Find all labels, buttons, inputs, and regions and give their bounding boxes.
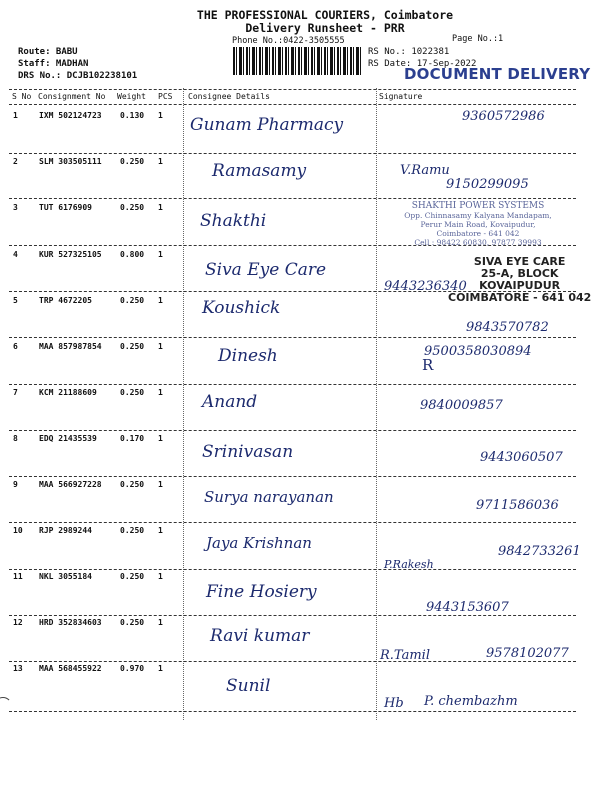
row-signature: 9711586036 (476, 498, 559, 513)
route-label: Route: BABU (18, 47, 78, 57)
drs-number: DRS No.: DCJB102238101 (18, 71, 138, 81)
rs-date: RS Date: 17-Sep-2022 (368, 59, 477, 69)
row-consignee: Gunam Pharmacy (190, 115, 344, 135)
row-consignment: HRD 352834603 (39, 618, 102, 627)
row-weight: 0.800 (120, 250, 145, 259)
row-consignee: Fine Hosiery (206, 582, 317, 602)
row-consignee: Surya narayanan (204, 488, 334, 506)
stamp-line: Opp. Chinnasamy Kalyana Mandapam, (404, 211, 552, 220)
row-sno: 9 (13, 480, 18, 489)
row-signature: 9360572986 (462, 109, 545, 124)
stamp-line: SHAKTHI POWER SYSTEMS (411, 201, 545, 211)
row-signature: 9443153607 (426, 600, 509, 615)
row-signature: 9443236340 (384, 279, 467, 294)
row-signature-name: R.Tamil (380, 648, 430, 663)
row-sno: 8 (13, 434, 18, 443)
row-weight: 0.250 (120, 203, 145, 212)
col-consignment: Consignment No (38, 92, 106, 101)
row-consignment: IXM 502124723 (39, 111, 102, 120)
col-pcs: PCS (158, 92, 173, 101)
row-sno: 5 (13, 296, 18, 305)
row-consignment: EDQ 21435539 (39, 434, 97, 443)
row-consignee: Ravi kumar (210, 626, 310, 646)
row-weight: 0.250 (120, 342, 145, 351)
page-number: Page No.:1 (452, 34, 504, 44)
row-pcs: 1 (158, 203, 163, 212)
stamp-line: COIMBATORE - 641 042 (448, 291, 592, 304)
row-divider (9, 522, 576, 523)
row-pcs: 1 (158, 388, 163, 397)
row-divider (9, 337, 576, 338)
row-divider (9, 661, 576, 662)
table-row (0, 342, 600, 388)
row-consignment: NKL 3055184 (39, 572, 92, 581)
row-sno: 7 (13, 388, 18, 397)
row-signature: 9500358030894 (424, 344, 532, 359)
row-consignment: RJP 2989244 (39, 526, 92, 535)
row-consignment: SLM 303505111 (39, 157, 102, 166)
row-consignee: Dinesh (218, 346, 278, 366)
row-pcs: 1 (158, 526, 163, 535)
row-consignee: Koushick (202, 298, 281, 318)
row-consignee: Srinivasan (202, 442, 294, 462)
stamp-line: Cell : 98422 60830, 97877 39993 (414, 238, 542, 247)
row-pcs: 1 (158, 250, 163, 259)
document-delivery-stamp: DOCUMENT DELIVERY (404, 65, 591, 83)
col-consignee: Consignee Details (188, 92, 270, 101)
header-rule-bottom (9, 104, 576, 105)
row-sno: 12 (13, 618, 23, 627)
row-divider (9, 384, 576, 385)
barcode-image (233, 47, 361, 75)
shakthi-power-stamp (378, 202, 578, 247)
row-consignee: Siva Eye Care (205, 260, 327, 280)
table-row (0, 618, 600, 664)
row-signature: P. chembazhm (424, 694, 518, 709)
row-consignee: Sunil (226, 676, 271, 696)
table-row (0, 296, 600, 342)
table-row (0, 572, 600, 618)
row-sno: 10 (13, 526, 23, 535)
row-signature-initial: R (422, 356, 434, 374)
report-title (180, 9, 470, 35)
row-weight: 0.250 (120, 296, 145, 305)
row-signature-name: V.Ramu (400, 163, 450, 178)
row-pcs: 1 (158, 572, 163, 581)
row-consignee: Anand (202, 392, 258, 412)
row-consignment: TRP 4672205 (39, 296, 92, 305)
rs-number: RS No.: 1022381 (368, 47, 450, 57)
table-row (0, 480, 600, 526)
row-divider (9, 430, 576, 431)
row-sno: 1 (13, 111, 18, 120)
col-weight: Weight (117, 92, 146, 101)
row-consignee: Shakthi (200, 211, 267, 231)
row-divider (9, 291, 576, 292)
table-row (0, 526, 600, 572)
col-sno: S No (12, 92, 32, 101)
row-pcs: 1 (158, 480, 163, 489)
row-pcs: 1 (158, 618, 163, 627)
stamp-line: Coimbatore - 641 042 (436, 229, 520, 238)
row-signature-name: P.Rakesh (384, 558, 434, 571)
row-divider (9, 245, 576, 246)
table-header (9, 92, 579, 104)
row-weight: 0.250 (120, 157, 145, 166)
row-divider (9, 153, 576, 154)
table-row (0, 157, 600, 203)
row-consignment: MAA 568455922 (39, 664, 102, 673)
row-consignment: MAA 566927228 (39, 480, 102, 489)
phone-number: Phone No.:0422-3505555 (232, 36, 345, 46)
row-signature: 9843570782 (466, 320, 549, 335)
stamp-line: KOVAIPUDUR (479, 279, 561, 292)
row-sno: 4 (13, 250, 18, 259)
row-consignee: Jaya Krishnan (206, 534, 312, 552)
table-row (0, 111, 600, 157)
row-weight: 0.250 (120, 526, 145, 535)
row-signature: 9840009857 (420, 398, 503, 413)
row-divider (9, 615, 576, 616)
title-line-1: THE PROFESSIONAL COURIERS, Coimbatore (196, 8, 454, 22)
row-weight: 0.130 (120, 111, 145, 120)
row-weight: 0.970 (120, 664, 145, 673)
row-pcs: 1 (158, 664, 163, 673)
row-signature: 9150299095 (446, 177, 529, 192)
table-row (0, 388, 600, 434)
row-sno: 11 (13, 572, 23, 581)
punch-hole-mark (0, 697, 12, 715)
row-pcs: 1 (158, 111, 163, 120)
row-sno: 13 (13, 664, 23, 673)
row-consignment: KCM 21188609 (39, 388, 97, 397)
row-consignment: TUT 6176909 (39, 203, 92, 212)
row-pcs: 1 (158, 342, 163, 351)
table-row (0, 434, 600, 480)
row-weight: 0.250 (120, 388, 145, 397)
stamp-line: 25-A, BLOCK (480, 267, 559, 280)
row-signature: 9578102077 (486, 646, 569, 661)
title-line-2: Delivery Runsheet - PRR (245, 21, 405, 35)
row-sno: 3 (13, 203, 18, 212)
row-weight: 0.250 (120, 618, 145, 627)
table-row (0, 664, 600, 710)
row-pcs: 1 (158, 157, 163, 166)
row-divider (9, 569, 576, 570)
row-divider (9, 711, 576, 712)
row-signature-prefix: Hb (384, 696, 404, 711)
row-consignment: MAA 857987854 (39, 342, 102, 351)
stamp-line: Perur Main Road, Kovaipudur, (420, 220, 536, 229)
row-weight: 0.170 (120, 434, 145, 443)
row-sno: 2 (13, 157, 18, 166)
row-divider (9, 476, 576, 477)
col-signature: Signature (379, 92, 423, 101)
header-rule-top (9, 89, 576, 90)
row-pcs: 1 (158, 296, 163, 305)
row-sno: 6 (13, 342, 18, 351)
row-weight: 0.250 (120, 572, 145, 581)
row-signature: 9842733261 (498, 544, 581, 559)
row-consignee: Ramasamy (212, 161, 307, 181)
row-pcs: 1 (158, 434, 163, 443)
row-signature: 9443060507 (480, 450, 563, 465)
row-divider (9, 198, 576, 199)
staff-label: Staff: MADHAN (18, 59, 89, 69)
row-weight: 0.250 (120, 480, 145, 489)
row-consignment: KUR 527325105 (39, 250, 102, 259)
stamp-line: SIVA EYE CARE (473, 255, 566, 268)
